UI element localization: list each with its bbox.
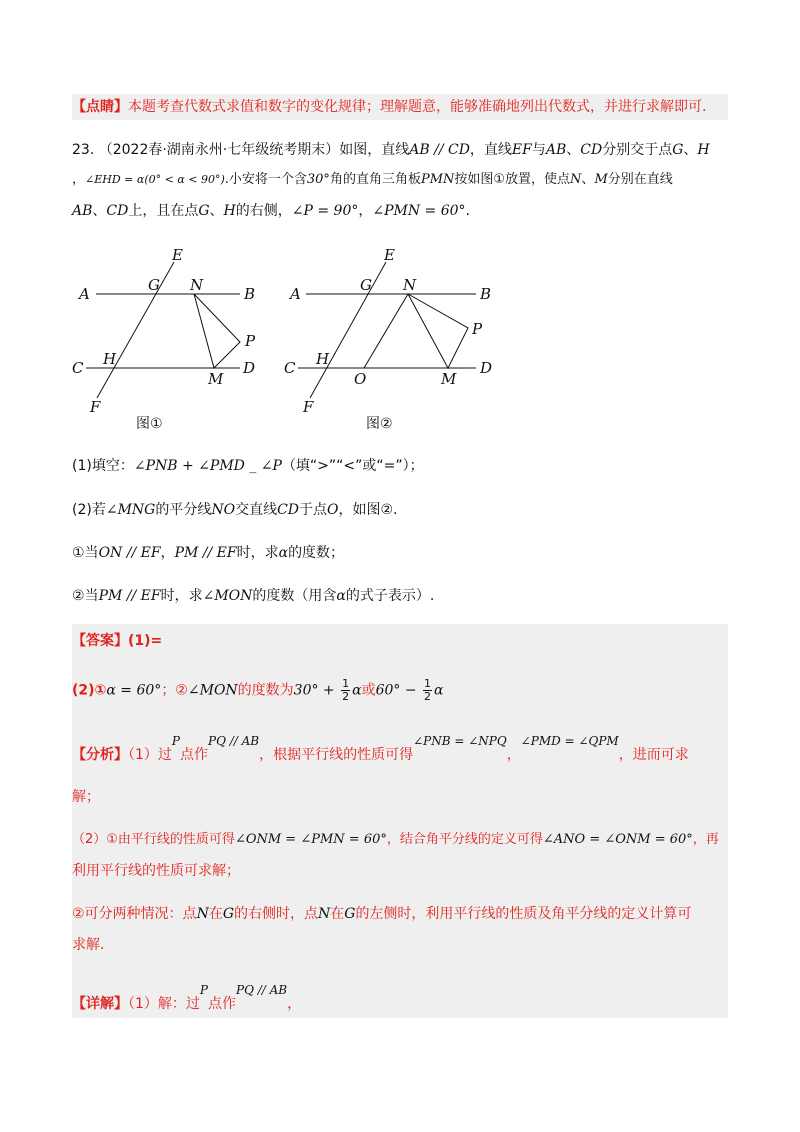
note-tag: 【点睛】 — [72, 99, 128, 115]
question-1 — [72, 456, 424, 476]
analysis-text: ，根据平行线的性质可得 — [259, 747, 414, 763]
label-F: F — [303, 398, 314, 416]
answer-text: ；② — [161, 682, 188, 699]
label-M: M — [441, 370, 457, 388]
math-expr: PMN — [420, 172, 455, 187]
analysis-text: 在 — [208, 906, 223, 922]
math-expr: AB — [72, 203, 93, 219]
line-EF-fig1 — [97, 262, 174, 398]
line-EF-fig2 — [310, 262, 386, 398]
analysis-text: （1）过 — [128, 747, 172, 763]
problem-number: 23. — [72, 142, 95, 158]
analysis-text: 解； — [72, 789, 100, 805]
problem-text: 分别在直线 — [607, 172, 673, 187]
math-expr: α — [278, 545, 289, 561]
question-2-2 — [72, 586, 434, 606]
label-C: C — [284, 359, 296, 377]
problem-text: ， — [72, 172, 86, 187]
math-expr: PQ // AB — [208, 734, 260, 748]
math-expr: G — [222, 906, 234, 922]
triangle-PMN-fig2 — [408, 294, 468, 368]
math-expr: α — [336, 588, 346, 604]
question-text: 的度数； — [288, 545, 345, 561]
answer-text: (2)① — [72, 682, 107, 699]
analysis-text: ，进而可求 — [618, 747, 689, 763]
math-expr: PM // EF — [174, 545, 237, 561]
math-expr: ∠ANO = ∠ONM = 60° — [542, 832, 693, 847]
problem-text: .小安将一个含 — [224, 172, 307, 187]
label-P: P — [245, 332, 256, 350]
question-text: 的度数（用含 — [252, 588, 337, 604]
problem-text: ， — [358, 203, 373, 219]
label-C: C — [72, 359, 84, 377]
note-text: 本题考查代数式求值和数字的变化规律；理解题意，能够准确地列出代数式，并进行求解即可. — [128, 99, 707, 115]
problem-text: 、 — [683, 142, 698, 158]
detail-text: 点作 — [208, 996, 236, 1012]
answer-text: (1)= — [128, 633, 163, 649]
fraction-denominator: 2 — [342, 690, 350, 703]
math-expr: ∠P = 90° — [291, 203, 359, 219]
answer-text: 或 — [361, 682, 376, 699]
math-expr: N — [196, 906, 209, 922]
math-expr: G — [344, 906, 356, 922]
question-text: 时，求 — [160, 588, 203, 604]
analysis-text: ，再 — [692, 832, 719, 847]
math-expr: 60° − — [375, 682, 417, 699]
problem-text: 按如图①放置，使点 — [454, 172, 571, 187]
analysis-text: ②可分两种情况：点 — [72, 906, 197, 922]
label-E: E — [384, 246, 395, 264]
math-expr: ∠PNB + ∠PMD _ ∠P — [133, 458, 282, 474]
label-N: N — [403, 276, 417, 294]
question-text: 时，求 — [236, 545, 279, 561]
label-D: D — [480, 359, 493, 377]
math-expr: H — [223, 203, 236, 219]
label-O: O — [354, 370, 367, 388]
problem-text: 、 — [209, 203, 224, 219]
label-B: B — [244, 285, 256, 303]
problem-text: 、 — [92, 203, 107, 219]
analysis-text: 利用平行线的性质可求解； — [72, 863, 240, 879]
math-expr: CD — [277, 502, 300, 518]
question-text: 的平分线 — [155, 502, 212, 518]
label-G: G — [360, 276, 372, 294]
math-expr: ∠MON — [202, 588, 253, 604]
math-expr: P — [199, 983, 208, 997]
question-text: ，如图②. — [338, 502, 398, 518]
math-expr: α — [352, 682, 362, 699]
answer-text: 的度数为 — [237, 682, 294, 699]
problem-text: 如图，直线 — [339, 142, 410, 158]
math-expr: G — [672, 142, 684, 158]
geometry-figures — [0, 0, 800, 440]
math-expr: G — [198, 203, 210, 219]
math-expr: O — [327, 502, 339, 518]
math-expr: PM // EF — [98, 588, 161, 604]
math-expr: ∠PNB = ∠NPQ — [413, 734, 507, 748]
question-text: 于点 — [299, 502, 328, 518]
triangle-PMN-fig1 — [194, 294, 240, 368]
analysis-line-3 — [72, 830, 719, 850]
math-expr: α = 60° — [106, 682, 162, 699]
math-expr: α — [434, 682, 444, 699]
analysis-tag: 【分析】 — [72, 747, 128, 763]
analysis-line-5 — [72, 904, 691, 924]
math-expr: ∠EHD = α(0° < α < 90°) — [85, 173, 225, 186]
detail-text: （1）解：过 — [128, 996, 200, 1012]
problem-text: 分别交于点 — [602, 142, 673, 158]
detail-tag: 【详解】 — [72, 996, 128, 1012]
fraction-denominator: 2 — [424, 690, 432, 703]
question-text: 的式子表示）. — [345, 588, 435, 604]
math-expr: AB — [545, 142, 567, 158]
label-G: G — [148, 276, 160, 294]
problem-text: . — [465, 203, 470, 219]
problem-text: 的右侧， — [235, 203, 292, 219]
math-expr: 30° + — [293, 682, 335, 699]
math-expr: M — [594, 172, 608, 187]
detail-line — [72, 983, 302, 1014]
label-N: N — [190, 276, 204, 294]
fraction-one-half — [341, 678, 350, 703]
label-A: A — [290, 285, 301, 303]
question-text: ， — [160, 545, 175, 561]
analysis-line-2 — [72, 787, 100, 807]
fraction-numerator: 1 — [424, 677, 432, 690]
question-text: (1)填空： — [72, 458, 134, 474]
label-B: B — [480, 285, 492, 303]
fraction-numerator: 1 — [342, 677, 350, 690]
math-expr: CD — [580, 142, 603, 158]
label-M: M — [208, 370, 224, 388]
bisector-NO — [364, 294, 408, 368]
label-H: H — [316, 350, 330, 368]
figure-1-caption: 图① — [136, 416, 163, 432]
math-expr: ∠ONM = ∠PMN = 60° — [234, 832, 387, 847]
label-F: F — [90, 398, 101, 416]
label-E: E — [172, 246, 183, 264]
math-expr: N — [318, 906, 331, 922]
question-text: （填“>”“<”或“=”）； — [281, 458, 424, 474]
detail-text: ， — [287, 996, 302, 1012]
question-2-1 — [72, 543, 344, 563]
question-text: 交直线 — [235, 502, 278, 518]
math-expr: ON // EF — [98, 545, 161, 561]
answer-line-1 — [72, 631, 162, 651]
math-expr: N — [570, 172, 582, 187]
math-expr: ∠PMN = 60° — [372, 203, 466, 219]
math-expr: EF — [511, 142, 532, 158]
math-expr: ∠MON — [187, 682, 238, 699]
figure-1-labels — [72, 246, 256, 416]
analysis-line-4 — [72, 861, 240, 881]
analysis-text: 求解. — [72, 937, 105, 953]
problem-text: 上，且在点 — [128, 203, 199, 219]
math-expr: ∠PMD = ∠QPM — [520, 734, 619, 748]
analysis-text: 在 — [330, 906, 345, 922]
figure-2-caption: 图② — [366, 416, 393, 432]
math-expr: 30° — [306, 172, 330, 187]
fraction-one-half — [423, 678, 432, 703]
analysis-line-6 — [72, 935, 104, 955]
analysis-text: ， — [506, 747, 521, 763]
question-text: ②当 — [72, 588, 99, 604]
analysis-text: 的右侧时，点 — [234, 906, 318, 922]
problem-text: 、 — [581, 172, 595, 187]
problem-text: ，直线 — [469, 142, 512, 158]
math-expr: AB // CD — [409, 142, 470, 158]
math-expr: H — [697, 142, 710, 158]
answer-tag: 【答案】 — [72, 633, 128, 649]
math-expr: PQ // AB — [236, 983, 288, 997]
analysis-text: 的左侧时，利用平行线的性质及角平分线的定义计算可 — [355, 906, 692, 922]
label-A: A — [79, 285, 90, 303]
analysis-line-1 — [72, 734, 689, 765]
figure-2-labels — [284, 246, 492, 416]
math-expr: ∠MNG — [105, 502, 156, 518]
analysis-text: 点作 — [180, 747, 208, 763]
question-text: ①当 — [72, 545, 99, 561]
label-H: H — [103, 350, 117, 368]
problem-text: 角的直角三角板 — [329, 172, 421, 187]
label-D: D — [243, 359, 256, 377]
problem-text: 与 — [531, 142, 546, 158]
problem-text: 、 — [566, 142, 581, 158]
math-expr: P — [171, 734, 180, 748]
problem-source: （2022春·湖南永州·七年级统考期末） — [98, 142, 340, 158]
analysis-text: （2）①由平行线的性质可得 — [72, 832, 235, 847]
math-expr: NO — [211, 502, 236, 518]
analysis-text: ，结合角平分线的定义可得 — [386, 832, 543, 847]
label-P: P — [472, 320, 483, 338]
math-expr: CD — [106, 203, 129, 219]
question-text: (2)若 — [72, 502, 106, 518]
answer-line-2 — [72, 678, 444, 703]
question-2 — [72, 500, 398, 520]
